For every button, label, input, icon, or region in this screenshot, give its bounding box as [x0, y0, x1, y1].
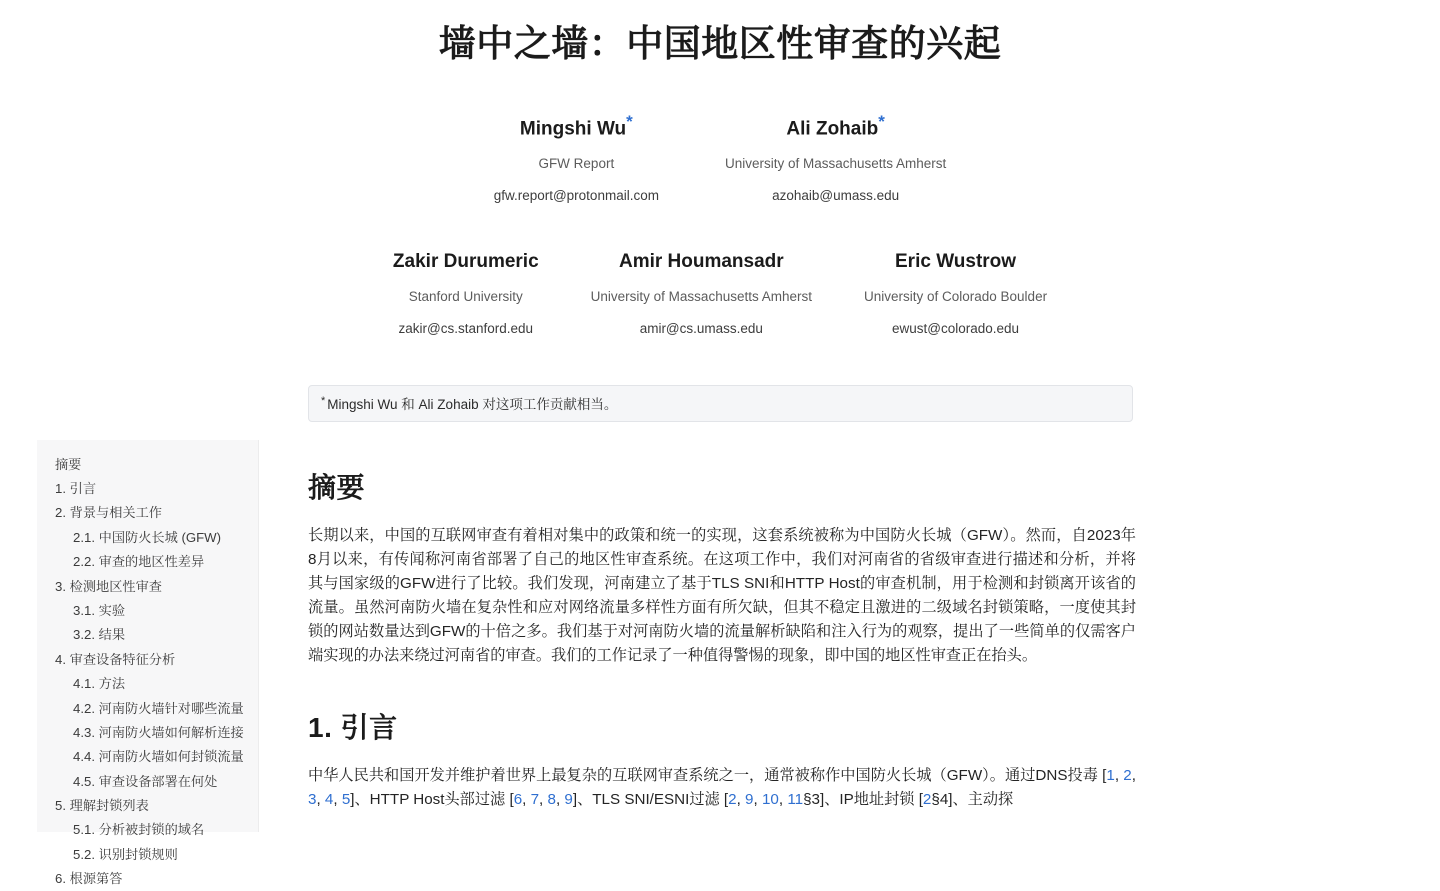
- citation-link[interactable]: 10: [761, 791, 779, 809]
- citation-link[interactable]: 9: [564, 791, 573, 809]
- author-affiliation: Stanford University: [408, 289, 523, 305]
- author-affiliation: University of Massachusetts Amherst: [590, 289, 812, 305]
- toc-item-5-1-blocked-domains[interactable]: 5.1. 分析被封锁的域名: [73, 822, 205, 838]
- author-name: Zakir Durumeric: [392, 251, 539, 273]
- toc-item-2-1-gfw[interactable]: 2.1. 中国防火长城 (GFW): [73, 529, 221, 545]
- author-block: [685, 112, 972, 203]
- author-footnote-marker: *: [878, 112, 885, 132]
- toc-item-6-root-cause[interactable]: 6. 根源第答: [55, 871, 123, 887]
- citation-link[interactable]: 8: [547, 791, 556, 809]
- citation-link[interactable]: 5: [341, 791, 351, 809]
- author-email[interactable]: amir@cs.umass.edu: [639, 321, 763, 337]
- introduction-paragraph: 中华人民共和国开发并维护着世界上最复杂的互联网审查系统之一，通常被称作中国防火长城（GFW）。通过DNS投毒 [1, 2, 3, 4, 5]、HTTP Host头部过滤 [6, 7, 8, 9]、TLS SNI/ESNI过滤 [2, 9, 10, 11§3]、IP地址封锁 [2§4]、主动探: [308, 767, 1136, 809]
- toc-item-4-3-parse-connections[interactable]: 4.3. 河南防火墙如何解析连接: [73, 724, 244, 740]
- toc-item-abstract[interactable]: 摘要: [55, 456, 82, 472]
- author-footnote-box: [308, 385, 1133, 422]
- toc-item-3-1-experiment[interactable]: 3.1. 实验: [73, 602, 126, 618]
- toc-item-4-1-method[interactable]: 4.1. 方法: [73, 676, 126, 692]
- citation-link[interactable]: 9: [745, 791, 754, 809]
- toc-item-5-2-blocking-rules[interactable]: 5.2. 识别封锁规则: [73, 846, 178, 862]
- toc-item-4-characterization[interactable]: 4. 审查设备特征分析: [55, 651, 176, 667]
- citation-link[interactable]: 11: [787, 791, 804, 809]
- author-email[interactable]: zakir@cs.stanford.edu: [398, 321, 534, 337]
- page-title: 墙中之墙：中国地区性审查的兴起: [438, 23, 1002, 64]
- author-email[interactable]: azohaib@umass.edu: [772, 188, 900, 204]
- author-affiliation: University of Massachusetts Amherst: [724, 156, 947, 172]
- author-name-text: Ali Zohaib: [786, 118, 879, 140]
- author-name: [725, 112, 946, 140]
- table-of-contents[interactable]: [37, 440, 259, 887]
- citation-link[interactable]: 2: [728, 791, 737, 809]
- section-heading-abstract: 摘要: [308, 472, 366, 503]
- citation-link[interactable]: 7: [530, 791, 540, 809]
- toc-item-3-detecting[interactable]: 3. 检测地区性审查: [55, 578, 162, 594]
- intro-text-1: 中华人民共和国开发并维护着世界上最复杂的互联网审查系统之一，通常被称作中国防火长城（GFW）。通过DNS投毒 [: [308, 767, 1107, 785]
- author-block: [468, 112, 685, 203]
- author-email[interactable]: gfw.report@protonmail.com: [493, 188, 659, 204]
- toc-item-2-background[interactable]: 2. 背景与相关工作: [55, 505, 162, 521]
- authors-row-2: [0, 251, 1440, 336]
- toc-item-4-4-block-traffic[interactable]: 4.4. 河南防火墙如何封锁流量: [73, 749, 244, 765]
- citation-link[interactable]: 2: [1123, 767, 1132, 785]
- toc-item-2-2-regional-differences[interactable]: 2.2. 审查的地区性差异: [73, 554, 205, 570]
- author-block: [838, 251, 1073, 336]
- toc-item-4-5-deployment[interactable]: 4.5. 审查设备部署在何处: [73, 773, 218, 789]
- author-name-text: Mingshi Wu: [519, 118, 627, 140]
- citation-link[interactable]: 4: [324, 791, 334, 809]
- intro-text-3: ]、TLS SNI/ESNI过滤 [: [572, 791, 729, 809]
- citation-link[interactable]: 6: [513, 791, 523, 809]
- toc-item-1-introduction[interactable]: 1. 引言: [55, 480, 97, 496]
- intro-text-5: §4]、主动探: [931, 791, 1014, 809]
- paper-page: [0, 20, 1440, 887]
- author-block: [367, 251, 565, 336]
- citation-link[interactable]: 2: [922, 791, 932, 809]
- author-affiliation: GFW Report: [538, 156, 615, 172]
- abstract-paragraph: 长期以来，中国的互联网审查有着相对集中的政策和统一的实现，这套系统被称为中国防火长城（GFW）。然而，自2023年8月以来，有传闻称河南省部署了自己的地区性审查系统。在这项工作中，我们对河南省的省级审查进行描述和分析，并将其与国家级的GFW进行了比较。我们发现，河南建立了基于TLS SNI和HTTP Host的审查机制，用于检测和封锁离开该省的流量。虽然河南防火墙在复杂性和应对网络流量多样性方面有所欠缺，但其不稳定且激进的二级域名封锁策略，一度使其封锁的网站数量达到GFW的十倍之多。我们基于对河南防火墙的流量解析缺陷和注入行为的观察，提出了一些简单的仅需客户端实现的办法来绕过河南省的审查。我们的工作记录了一种值得警惕的现象，即中国的地区性审查正在抬头。: [308, 527, 1136, 665]
- toc-item-5-blocklist[interactable]: 5. 理解封锁列表: [55, 798, 149, 814]
- toc-item-3-2-results[interactable]: 3.2. 结果: [73, 627, 126, 643]
- paper-content: [308, 450, 1136, 812]
- intro-text-2: ]、HTTP Host头部过滤 [: [350, 791, 514, 809]
- authors-row-1: [0, 112, 1440, 203]
- footnote-marker: *: [321, 394, 326, 407]
- author-name: Eric Wustrow: [895, 251, 1017, 273]
- section-heading-introduction: 1. 引言: [308, 712, 398, 744]
- author-name: Amir Houmansadr: [618, 251, 784, 273]
- citation-link[interactable]: 3: [308, 791, 317, 809]
- author-affiliation: University of Colorado Boulder: [863, 289, 1048, 305]
- author-name: [494, 112, 659, 140]
- author-email[interactable]: ewust@colorado.edu: [892, 321, 1020, 337]
- toc-item-4-2-target-traffic[interactable]: 4.2. 河南防火墙针对哪些流量: [73, 700, 244, 716]
- intro-text-4: §3]、IP地址封锁 [: [803, 791, 923, 809]
- author-block: [565, 251, 838, 336]
- author-footnote-marker: *: [626, 112, 633, 132]
- footnote-text: Mingshi Wu 和 Ali Zohaib 对这项工作贡献相当。: [327, 397, 618, 412]
- citation-link[interactable]: 1: [1106, 767, 1115, 785]
